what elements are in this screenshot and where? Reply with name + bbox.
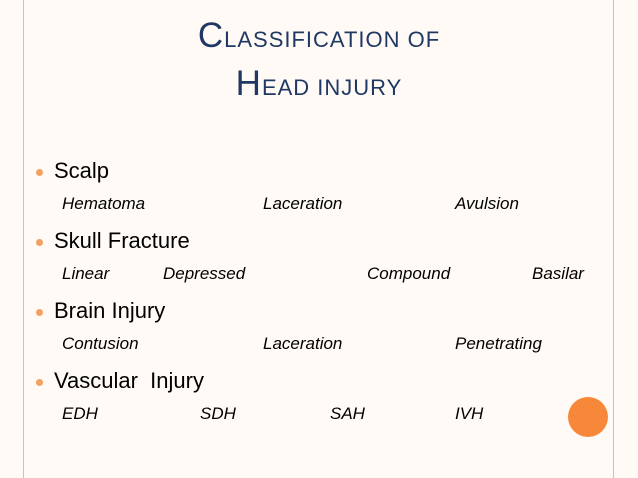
item-basilar: Basilar: [532, 264, 584, 283]
title-line-2: HEAD INJURY: [235, 64, 403, 103]
slide-title: [0, 14, 638, 110]
bullet-skull-fracture: [36, 224, 616, 258]
bullet-scalp: [36, 154, 616, 188]
item-contusion: Contusion: [62, 334, 139, 353]
bullet-dot-icon: [36, 169, 43, 176]
item-avulsion: Avulsion: [455, 194, 519, 213]
vascular-injury-items: [36, 398, 616, 434]
skull-fracture-items: [36, 258, 616, 294]
bullet-label: Skull Fracture: [54, 228, 190, 253]
item-ivh: IVH: [455, 404, 484, 423]
bullet-label: Scalp: [54, 158, 110, 183]
scalp-items: [36, 188, 616, 224]
decorative-circle: [568, 397, 608, 437]
title-line-1: CLASSIFICATION OF: [197, 16, 441, 55]
item-depressed: Depressed: [163, 264, 246, 283]
bullet-vascular-injury: [36, 364, 616, 398]
item-sah: SAH: [330, 404, 365, 423]
item-laceration: Laceration: [263, 334, 343, 353]
item-penetrating: Penetrating: [455, 334, 542, 353]
brain-injury-items: [36, 328, 616, 364]
bullet-dot-icon: [36, 309, 43, 316]
bullet-label: Vascular Injury: [54, 368, 204, 393]
item-laceration: Laceration: [263, 194, 343, 213]
bullet-list: [36, 154, 616, 434]
bullet-dot-icon: [36, 239, 43, 246]
bullet-dot-icon: [36, 379, 43, 386]
item-compound: Compound: [367, 264, 451, 283]
item-sdh: SDH: [200, 404, 236, 423]
bullet-label: Brain Injury: [54, 298, 166, 323]
item-linear: Linear: [62, 264, 110, 283]
bullet-brain-injury: [36, 294, 616, 328]
item-hematoma: Hematoma: [62, 194, 146, 213]
item-edh: EDH: [62, 404, 98, 423]
